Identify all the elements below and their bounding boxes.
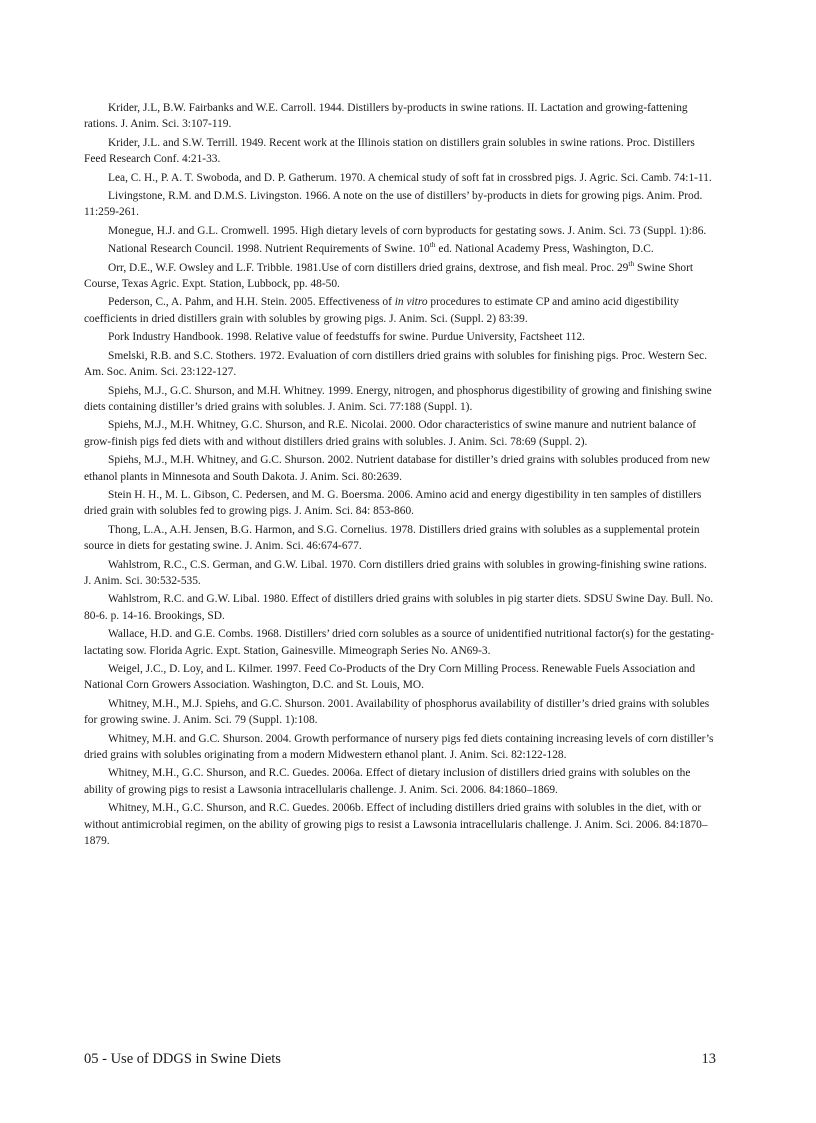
reference-entry: Whitney, M.H. and G.C. Shurson. 2004. Growth performance of nursery pigs fed diets containing increasing levels of corn distiller’s dried grains with solubles originating from a modern Midwestern ethanol plant. J. Anim. Sci. 82:122-128. — [84, 732, 714, 762]
page-footer — [84, 1051, 716, 1068]
reference-entry: Smelski, R.B. and S.C. Stothers. 1972. Evaluation of corn distillers dried grains with solubles for finishing pigs. Proc. Western Sec. Am. Soc. Anim. Sci. 23:122-127. — [84, 349, 708, 379]
reference-entry: Wallace, H.D. and G.E. Combs. 1968. Distillers’ dried corn solubles as a source of unidentified nutritional factor(s) for the gestating-lactating sow. Florida Agric. Expt. Station, Gainesville. Mimeograph Series No. AN69-3. — [84, 628, 715, 657]
reference-entry: Livingstone, R.M. and D.M.S. Livingston. 1966. A note on the use of distillers’ by-products in diets for growing pigs. Anim. Prod. 11:259-261. — [84, 190, 703, 219]
reference-entry: Whitney, M.H., G.C. Shurson, and R.C. Guedes. 2006b. Effect of including distillers dried grains with solubles in the diet, with or without antimicrobial regimen, on the ability of growing pigs to resist a Lawsonia intracellularis challenge. J. Anim. Sci. 2006. 84:1870–1879. — [84, 802, 708, 848]
reference-entry: Whitney, M.H., M.J. Spiehs, and G.C. Shurson. 2001. Availability of phosphorus availability of distiller’s dried grains with solubles for growing swine. J. Anim. Sci. 79 (Suppl. 1):108. — [84, 697, 710, 727]
reference-entry: National Research Council. 1998. Nutrient Requirements of Swine. 10th ed. National Academy Press, Washington, D.C. — [108, 240, 654, 256]
reference-entry: Pork Industry Handbook. 1998. Relative value of feedstuffs for swine. Purdue University, Factsheet 112. — [108, 331, 585, 344]
reference-entry: Whitney, M.H., G.C. Shurson, and R.C. Guedes. 2006a. Effect of dietary inclusion of distillers dried grains with solubles on the ability of growing pigs to resist a Lawsonia intracellularis challenge. J. Anim. Sci. 2006. 84:1860–1869. — [84, 767, 691, 796]
reference-entry: Stein H. H., M. L. Gibson, C. Pedersen, and M. G. Boersma. 2006. Amino acid and energy digestibility in ten samples of distillers dried grain with solubles fed to growing pigs. J. Anim. Sci. 84: 853-860. — [84, 488, 702, 518]
reference-entry: Krider, J.L. and S.W. Terrill. 1949. Recent work at the Illinois station on distillers grain solubles in swine rations. Proc. Distillers Feed Research Conf. 4:21-33. — [84, 136, 695, 166]
superscript: th — [429, 240, 436, 250]
reference-entry: Spiehs, M.J., M.H. Whitney, and G.C. Shurson. 2002. Nutrient database for distiller’s dried grains with solubles produced from new ethanol plants in Minnesota and South Dakota. J. Anim. Sci. 80:2639. — [84, 454, 711, 483]
superscript: th — [628, 258, 635, 268]
reference-entry: Pederson, C., A. Pahm, and H.H. Stein. 2005. Effectiveness of in vitro procedures to estimate CP and amino acid digestibility coefficients in dried distillers grain with solubles by growing pigs. J. Anim. Sci. (Suppl. 2) 83:39. — [84, 296, 679, 325]
reference-list — [84, 100, 716, 849]
reference-entry: Wahlstrom, R.C. and G.W. Libal. 1980. Effect of distillers dried grains with solubles in pig starter diets. SDSU Swine Day. Bull. No. 80-6. p. 14-16. Brookings, SD. — [84, 593, 714, 622]
reference-entry: Monegue, H.J. and G.L. Cromwell. 1995. High dietary levels of corn byproducts for gestating sows. J. Anim. Sci. 73 (Suppl. 1):86. — [108, 224, 707, 237]
reference-entry: Wahlstrom, R.C., C.S. German, and G.W. Libal. 1970. Corn distillers dried grains with solubles in growing-finishing swine rations. J. Anim. Sci. 30:532-535. — [84, 558, 707, 587]
reference-entry: Krider, J.L, B.W. Fairbanks and W.E. Carroll. 1944. Distillers by-products in swine rations. II. Lactation and growing-fattening rations. J. Anim. Sci. 3:107-119. — [84, 102, 688, 131]
references-section — [84, 100, 716, 851]
reference-entry: Thong, L.A., A.H. Jensen, B.G. Harmon, and S.G. Cornelius. 1978. Distillers dried grains with solubles as a supplemental protein source in diets for gestating swine. J. Anim. Sci. 46:674-677. — [84, 523, 700, 553]
italic-term: in vitro — [394, 296, 428, 309]
reference-entry: Lea, C. H., P. A. T. Swoboda, and D. P. Gatherum. 1970. A chemical study of soft fat in crossbred pigs. J. Agric. Sci. Camb. 74:1-11. — [108, 171, 712, 184]
reference-entry: Spiehs, M.J., G.C. Shurson, and M.H. Whitney. 1999. Energy, nitrogen, and phosphorus digestibility of growing and finishing swine diets containing distiller’s dried grains with solubles. J. Anim. Sci. 77:188 (Suppl. 1). — [84, 384, 712, 413]
reference-entry: Orr, D.E., W.F. Owsley and L.F. Tribble. 1981.Use of corn distillers dried grains, dextrose, and fish meal. Proc. 29th Swine Short Course, Texas Agric. Expt. Station, Lubbock, pp. 48-50. — [84, 258, 694, 291]
chapter-title: 05 - Use of DDGS in Swine Diets — [84, 1051, 281, 1067]
reference-entry: Spiehs, M.J., M.H. Whitney, G.C. Shurson, and R.E. Nicolai. 2000. Odor characteristics of swine manure and nutrient balance of grow-finish pigs fed diets with and without distillers dried grains with solubles. J. Anim. Sci. 78:69 (Suppl. 2). — [84, 419, 697, 448]
reference-entry: Weigel, J.C., D. Loy, and L. Kilmer. 1997. Feed Co-Products of the Dry Corn Milling Process. Renewable Fuels Association and National Corn Growers Association. Washington, D.C. and St. Louis, MO. — [84, 663, 696, 692]
page-number: 13 — [701, 1051, 716, 1067]
